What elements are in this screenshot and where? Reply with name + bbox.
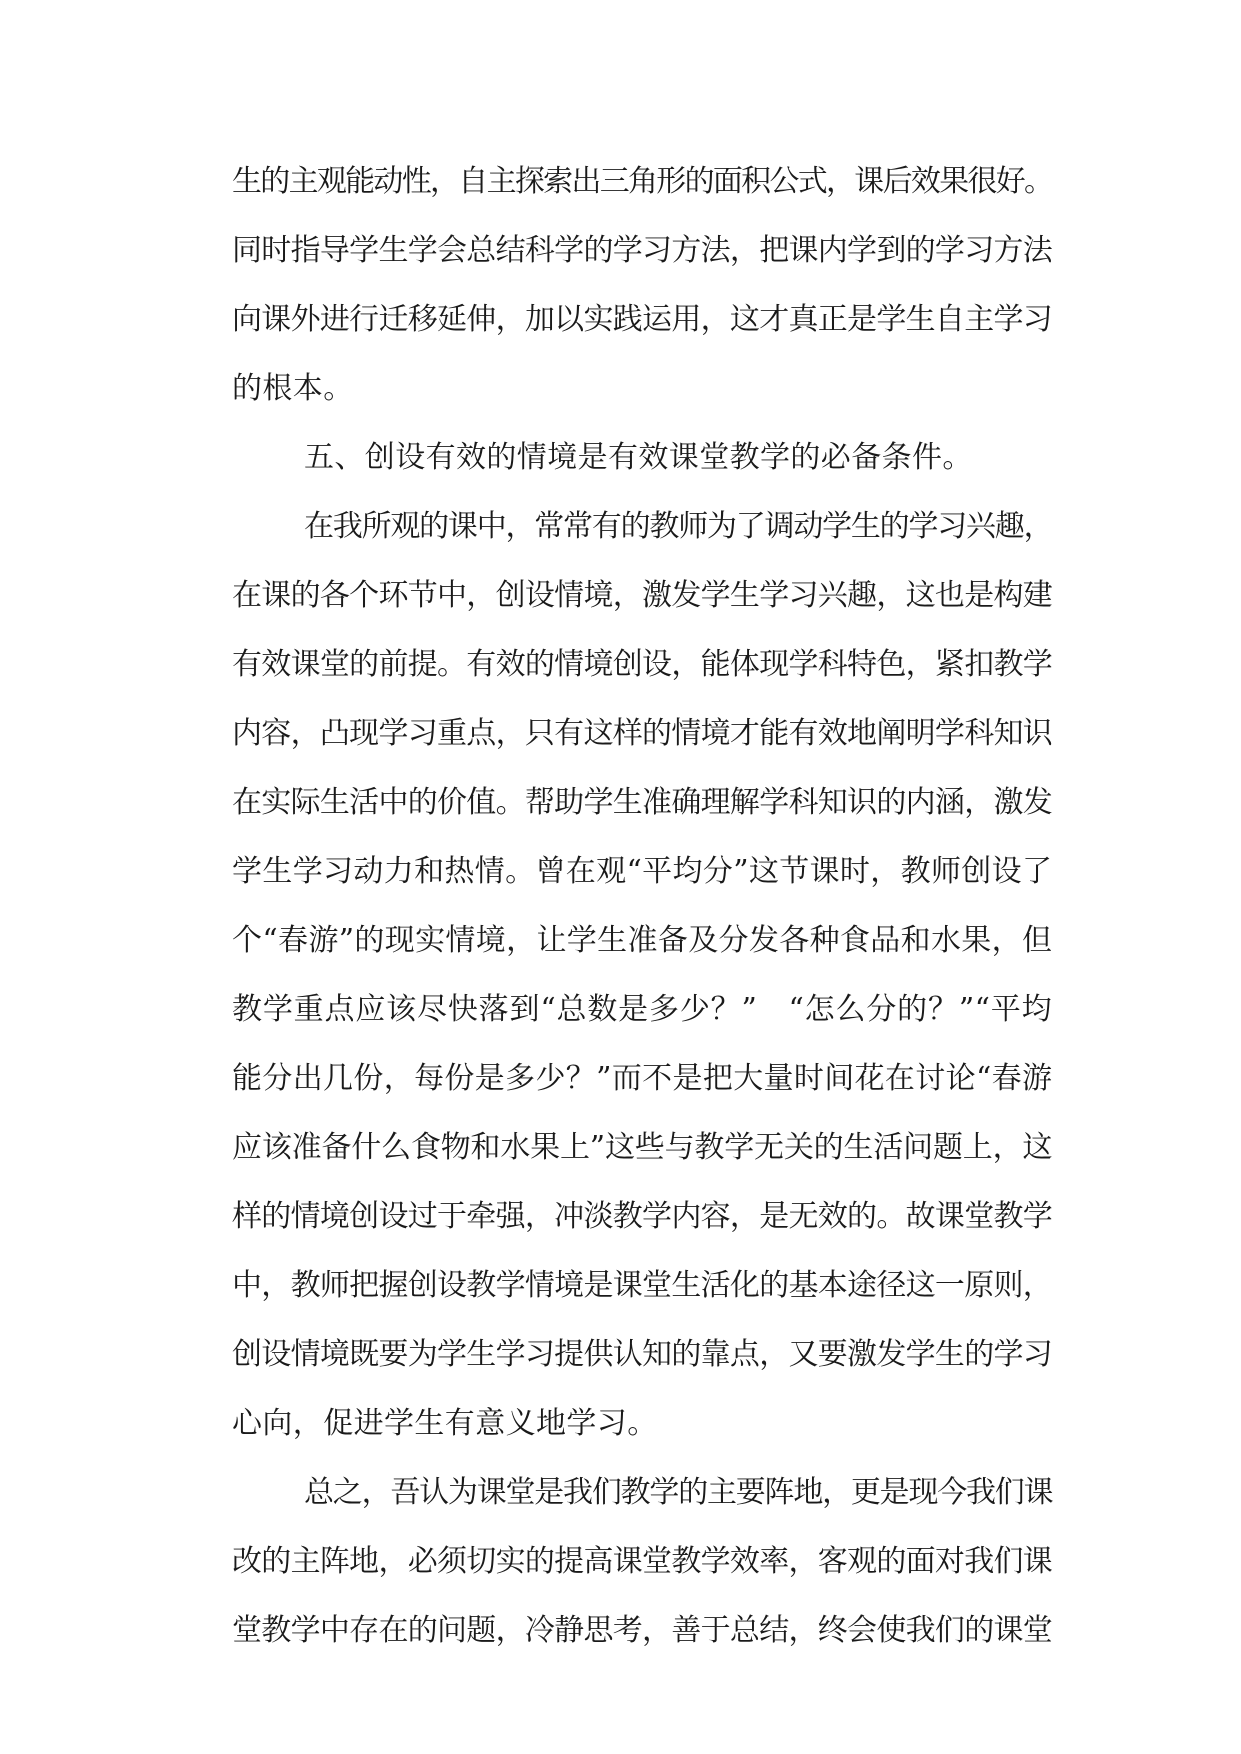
text-line-1: 生的主观能动性，自主探索出三角形的面积公式，课后效果很好。 bbox=[232, 164, 1052, 199]
text-line-2: 同时指导学生学会总结科学的学习方法，把课内学到的学习方法 bbox=[232, 233, 1052, 268]
text-line-7: 在课的各个环节中，创设情境，激发学生学习兴趣，这也是构建 bbox=[232, 578, 1052, 613]
text-line-10: 在实际生活中的价值。帮助学生准确理解学科知识的内涵，激发 bbox=[232, 785, 1052, 820]
text-line-6: 在我所观的课中，常常有的教师为了调动学生的学习兴趣， bbox=[304, 509, 1052, 544]
text-line-13: 教学重点应该尽快落到“总数是多少？” “怎么分的？”“平均 bbox=[232, 992, 1052, 1027]
text-line-14: 能分出几份，每份是多少？”而不是把大量时间花在讨论“春游 bbox=[232, 1061, 1052, 1096]
section-heading: 五、创设有效的情境是有效课堂教学的必备条件。 bbox=[304, 440, 973, 475]
text-line-3: 向课外进行迁移延伸，加以实践运用，这才真正是学生自主学习 bbox=[232, 302, 1052, 337]
text-line-11: 学生学习动力和热情。曾在观“平均分”这节课时，教师创设了 bbox=[232, 854, 1052, 889]
text-line-16: 样的情境创设过于牵强，冲淡教学内容，是无效的。故课堂教学 bbox=[232, 1199, 1052, 1234]
text-line-21: 改的主阵地，必须切实的提高课堂教学效率，客观的面对我们课 bbox=[232, 1544, 1052, 1579]
text-line-8: 有效课堂的前提。有效的情境创设，能体现学科特色，紧扣教学 bbox=[232, 647, 1052, 682]
text-line-18: 创设情境既要为学生学习提供认知的靠点，又要激发学生的学习 bbox=[232, 1337, 1052, 1372]
text-line-9: 内容，凸现学习重点，只有这样的情境才能有效地阐明学科知识 bbox=[232, 716, 1052, 751]
text-line-19: 心向，促进学生有意义地学习。 bbox=[232, 1406, 658, 1441]
text-line-20: 总之，吾认为课堂是我们教学的主要阵地，更是现今我们课 bbox=[304, 1475, 1052, 1510]
text-line-4: 的根本。 bbox=[232, 371, 354, 406]
text-line-12: 个“春游”的现实情境，让学生准备及分发各种食品和水果，但 bbox=[232, 923, 1052, 958]
text-line-22: 堂教学中存在的问题，冷静思考，善于总结，终会使我们的课堂 bbox=[232, 1613, 1052, 1648]
text-line-17: 中，教师把握创设教学情境是课堂生活化的基本途径这一原则， bbox=[232, 1268, 1052, 1303]
text-line-15: 应该准备什么食物和水果上”这些与教学无关的生活问题上，这 bbox=[232, 1130, 1052, 1165]
